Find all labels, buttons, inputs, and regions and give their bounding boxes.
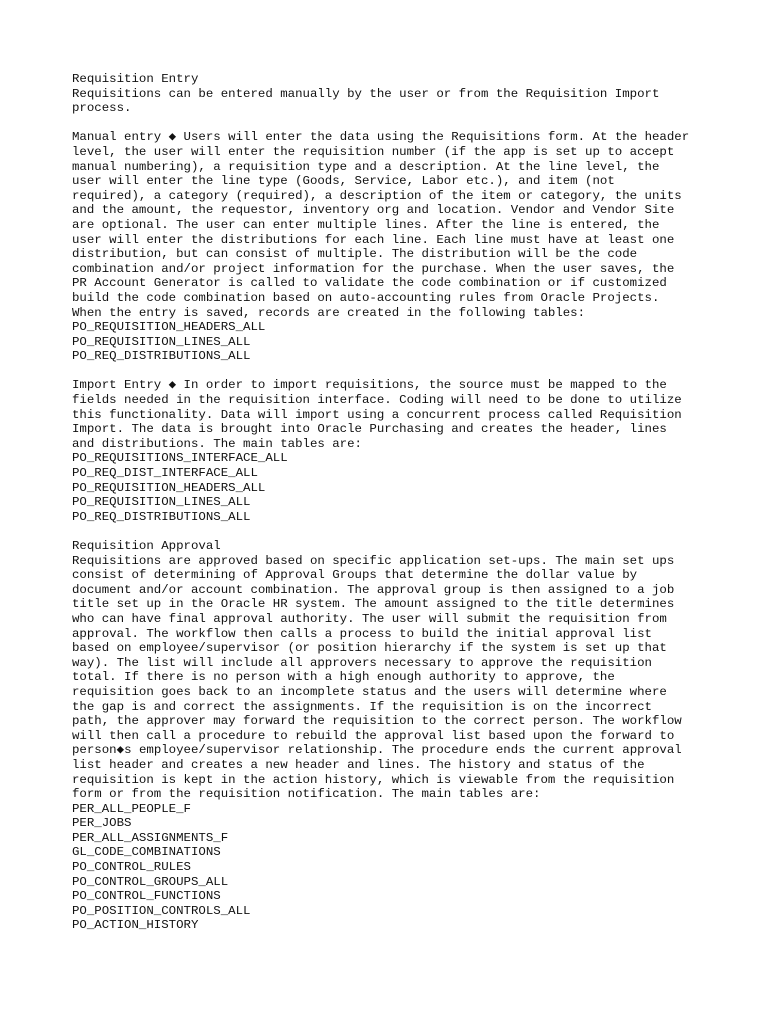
table-name: PO_CONTROL_FUNCTIONS [72,889,221,904]
text-line: fields needed in the requisition interface. Coding will need to be done to utilize [72,393,682,408]
text-line: requisition goes back to an incomplete status and the users will determine where [72,684,667,699]
text-line: manual numbering), a requisition type and a description. At the line level, the [72,159,660,174]
text-line: path, the approver may forward the requisition to the correct person. The workflow [72,714,682,729]
text-line: title set up in the Oracle HR system. The amount assigned to the title determines [72,597,675,612]
section-requisition-entry [72,72,712,116]
table-name: PO_REQ_DISTRIBUTIONS_ALL [72,349,251,364]
text-line: and the amount, the requestor, inventory org and location. Vendor and Vendor Site [72,203,675,218]
text-line: are optional. The user can enter multiple lines. After the line is entered, the [72,217,660,232]
text-line: Manual entry ◆ Users will enter the data using the Requisitions form. At the header [72,130,690,145]
text-line: distribution, but can consist of multiple. The distribution will be the code [72,247,638,262]
text-line: build the code combination based on auto-accounting rules from Oracle Projects. [72,290,660,305]
text-line: document and/or account combination. The approval group is then assigned to a job [72,582,675,597]
section-heading: Requisition Entry [72,72,199,86]
text-line: consist of determining of Approval Groups that determine the dollar value by [72,568,638,583]
text-line: person◆s employee/supervisor relationship. The procedure ends the current approval [72,743,682,758]
text-line: process. [72,101,132,116]
text-line: form or from the requisition notification. The main tables are: [72,787,541,802]
table-name: PO_POSITION_CONTROLS_ALL [72,903,251,918]
table-name: PO_REQUISITIONS_INTERFACE_ALL [72,451,288,466]
table-name: PO_REQUISITION_HEADERS_ALL [72,320,266,335]
section-import-entry [72,378,712,524]
table-name: PO_REQUISITION_HEADERS_ALL [72,480,266,495]
text-line: combination and/or project information for the purchase. When the user saves, the [72,261,675,276]
table-name: PO_CONTROL_RULES [72,860,191,875]
text-line: list header and creates a new header and lines. The history and status of the [72,757,645,772]
document-page [72,72,712,933]
text-line: approval. The workflow then calls a process to build the initial approval list [72,626,652,641]
table-name: PO_CONTROL_GROUPS_ALL [72,874,229,889]
text-line: PR Account Generator is called to validate the code combination or if customized [72,276,667,291]
text-line: user will enter the distributions for each line. Each line must have at least one [72,232,675,247]
text-line: based on employee/supervisor (or position hierarchy if the system is set up that [72,641,667,656]
text-line: Requisitions are approved based on specific application set-ups. The main set ups [72,553,675,568]
text-line: level, the user will enter the requisition number (if the app is set up to accept [72,144,675,159]
table-name: GL_CODE_COMBINATIONS [72,845,221,860]
text-line: requisition is kept in the action history, which is viewable from the requisition [72,772,675,787]
text-line: total. If there is no person with a high enough authority to approve, the [72,670,615,685]
table-name: PER_JOBS [72,816,132,831]
section-manual-entry [72,130,712,364]
text-line: Import Entry ◆ In order to import requisitions, the source must be mapped to the [72,378,667,393]
paragraph-spacer [72,364,712,379]
text-line: this functionality. Data will import using a concurrent process called Requisition [72,407,682,422]
text-line: When the entry is saved, records are created in the following tables: [72,305,586,320]
text-line: will then call a procedure to rebuild the approval list based upon the forward to [72,728,675,743]
table-name: PO_REQUISITION_LINES_ALL [72,495,251,510]
text-line: Requisitions can be entered manually by the user or from the Requisition Import [72,86,660,101]
text-line: required), a category (required), a description of the item or category, the units [72,188,682,203]
text-line: and distributions. The main tables are: [72,436,362,451]
paragraph-spacer [72,116,712,131]
table-name: PO_REQUISITION_LINES_ALL [72,334,251,349]
text-line: who can have final approval authority. The user will submit the requisition from [72,611,667,626]
table-name: PER_ALL_PEOPLE_F [72,801,191,816]
table-name: PO_REQ_DIST_INTERFACE_ALL [72,466,258,481]
text-line: way). The list will include all approvers necessary to approve the requisition [72,655,652,670]
table-name: PO_ACTION_HISTORY [72,918,199,933]
section-heading: Requisition Approval [72,539,221,553]
text-line: the gap is and correct the assignments. If the requisition is on the incorrect [72,699,652,714]
table-name: PER_ALL_ASSIGNMENTS_F [72,830,229,845]
text-line: user will enter the line type (Goods, Service, Labor etc.), and item (not [72,174,615,189]
text-line: Import. The data is brought into Oracle Purchasing and creates the header, lines [72,422,667,437]
paragraph-spacer [72,524,712,539]
section-requisition-approval [72,539,712,933]
table-name: PO_REQ_DISTRIBUTIONS_ALL [72,509,251,524]
